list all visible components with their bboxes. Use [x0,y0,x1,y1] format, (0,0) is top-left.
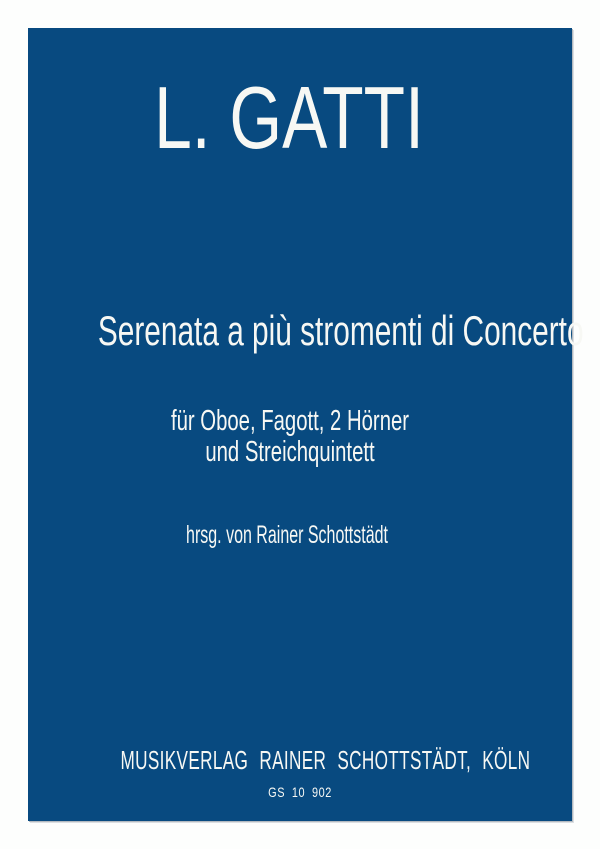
instrumentation-block [100,406,481,468]
work-title: Serenata a più stromenti di Concerto [97,307,584,354]
plate-number: GS 10 902 [268,784,332,800]
instrumentation-line-2: und Streichquintett [205,436,375,468]
instrumentation-line-1: für Oboe, Fagott, 2 Hörner [170,405,410,437]
cover-panel [28,28,584,821]
publisher-imprint: MUSIKVERLAG RAINER SCHOTTSTÄDT, KÖLN [120,745,531,775]
composer-name: L. GATTI [154,68,424,167]
editor-credit: hrsg. von Rainer Schottstädt [186,521,388,549]
